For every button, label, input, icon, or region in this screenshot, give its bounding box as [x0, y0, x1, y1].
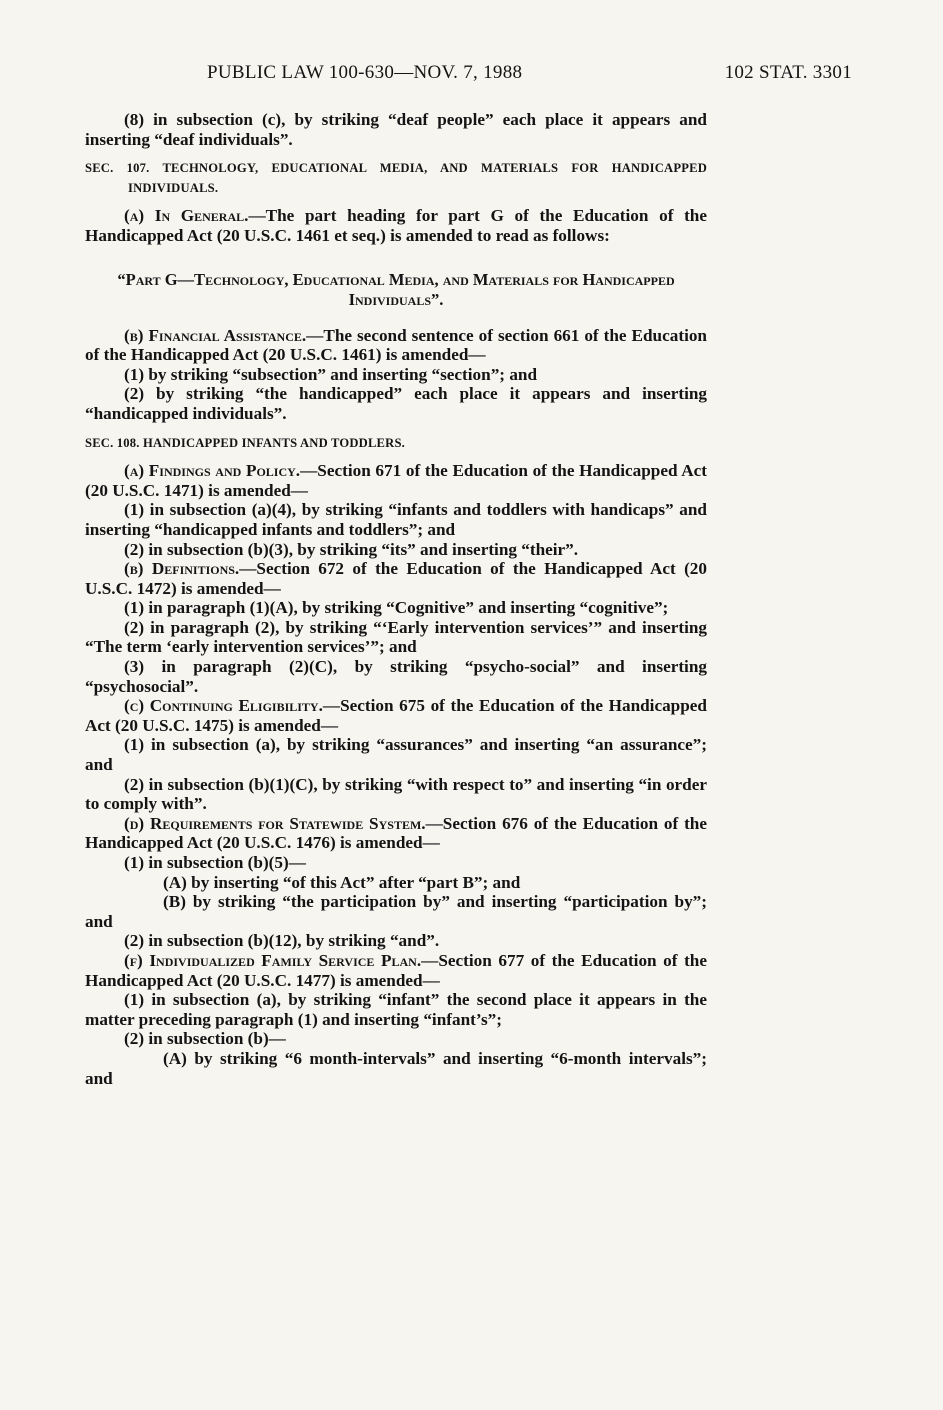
subsection-108-d-text: —Section 676 of the Education of the Handicapped Act (20 U.S.C. 1476) is amended— [85, 813, 707, 853]
subsection-108-c-text: —Section 675 of the Education of the Handicapped Act (20 U.S.C. 1475) is amended— [85, 696, 707, 735]
subsection-107-b-label: (b) Financial Assistance. [124, 325, 307, 345]
subparagraph-108-d-1-B-text: (B) by striking “the participation by” and inserting “participation by”; and [85, 892, 707, 931]
paragraph-108-c-1: (1) in subsection (a), by striking “assurances” and inserting “an assurance”; and [85, 735, 707, 775]
document-body [85, 110, 707, 1088]
subsection-107-b-text: —The second sentence of section 661 of the Education of the Handicapped Act (20 U.S.C. 1461) is amended— [85, 325, 707, 365]
subsection-108-b [85, 559, 707, 598]
paragraph-108-d-2: (2) in subsection (b)(12), by striking “and”. [124, 931, 440, 951]
subsection-108-a [85, 461, 707, 500]
paragraph-108-b-2: (2) in paragraph (2), by striking “‘Early intervention services’” and inserting “The term ‘early intervention services’”; and [85, 617, 707, 657]
subsection-108-f-text: —Section 677 of the Education of the Handicapped Act (20 U.S.C. 1477) is amended— [85, 950, 707, 990]
subparagraph-108-d-1-B [85, 892, 707, 931]
subsection-108-a-label: (a) Findings and Policy. [124, 461, 301, 481]
paragraph-108-b-1: (1) in paragraph (1)(A), by striking “Cognitive” and inserting “cognitive”; [124, 598, 669, 618]
subsection-108-d [85, 814, 707, 853]
subsection-107-a-text: —The part heading for part G of the Education of the Handicapped Act (20 U.S.C. 1461 et seq.) is amended to read as follows: [85, 206, 707, 245]
subsection-108-b-label: (b) Definitions. [124, 559, 240, 579]
paragraph-108-a-1: (1) in subsection (a)(4), by striking “infants and toddlers with handicaps” and inserting “handicapped infants and toddlers”; and [85, 500, 707, 539]
subparagraph-108-f-2-A: (A) by striking “6 month-intervals” and inserting “6-month intervals”; and [85, 1048, 707, 1088]
running-title: PUBLIC LAW 100-630—NOV. 7, 1988 [207, 62, 523, 83]
subsection-108-f-label: (f) Individualized Family Service Plan. [124, 950, 422, 970]
subsection-108-d-label: (d) Requirements for Statewide System. [124, 813, 426, 833]
subsection-108-a-text: —Section 671 of the Education of the Handicapped Act (20 U.S.C. 1471) is amended— [85, 461, 707, 500]
page-header [82, 62, 852, 92]
paragraph-108-c-2: (2) in subsection (b)(1)(C), by striking “with respect to” and inserting “in order to comply with”. [85, 774, 707, 814]
subsection-107-b [85, 326, 707, 365]
subsection-107-a [85, 206, 707, 245]
subsection-108-f [85, 951, 707, 990]
paragraph-108-a-2: (2) in subsection (b)(3), by striking “its” and inserting “their”. [124, 539, 579, 559]
section-107-heading: SEC. 107. TECHNOLOGY, EDUCATIONAL MEDIA, AND MATERIALS FOR HANDICAPPED INDIVIDUALS. [85, 161, 707, 195]
subsection-108-c [85, 696, 707, 735]
paragraph-108-f-1: (1) in subsection (a), by striking “infant” the second place it appears in the matter preceding paragraph (1) and inserting “infant’s”; [85, 990, 707, 1029]
paragraph-8: (8) in subsection (c), by striking “deaf people” each place it appears and inserting “deaf individuals”. [85, 110, 707, 149]
paragraph-107-b-1: (1) by striking “subsection” and inserting “section”; and [124, 364, 538, 384]
part-g-heading: “Part G—Technology, Educational Media, and Materials for Handicapped Individuals”. [117, 269, 675, 309]
subsection-107-a-label: (a) In General. [124, 206, 249, 226]
paragraph-107-b-2: (2) by striking “the handicapped” each place it appears and inserting “handicapped individuals”. [85, 384, 707, 423]
subparagraph-108-d-1-A: (A) by inserting “of this Act” after “part B”; and [163, 872, 521, 892]
statute-page-number: 102 STAT. 3301 [724, 62, 852, 83]
section-108-heading: SEC. 108. HANDICAPPED INFANTS AND TODDLERS. [85, 435, 405, 450]
subsection-108-c-label: (c) Continuing Eligibility. [124, 696, 323, 716]
paragraph-108-f-2: (2) in subsection (b)— [124, 1029, 286, 1049]
paragraph-108-d-1: (1) in subsection (b)(5)— [124, 853, 306, 872]
paragraph-108-b-3: (3) in paragraph (2)(C), by striking “psycho-social” and inserting “psychosocial”. [85, 657, 707, 696]
subsection-108-b-text: —Section 672 of the Education of the Handicapped Act (20 U.S.C. 1472) is amended— [85, 559, 707, 598]
